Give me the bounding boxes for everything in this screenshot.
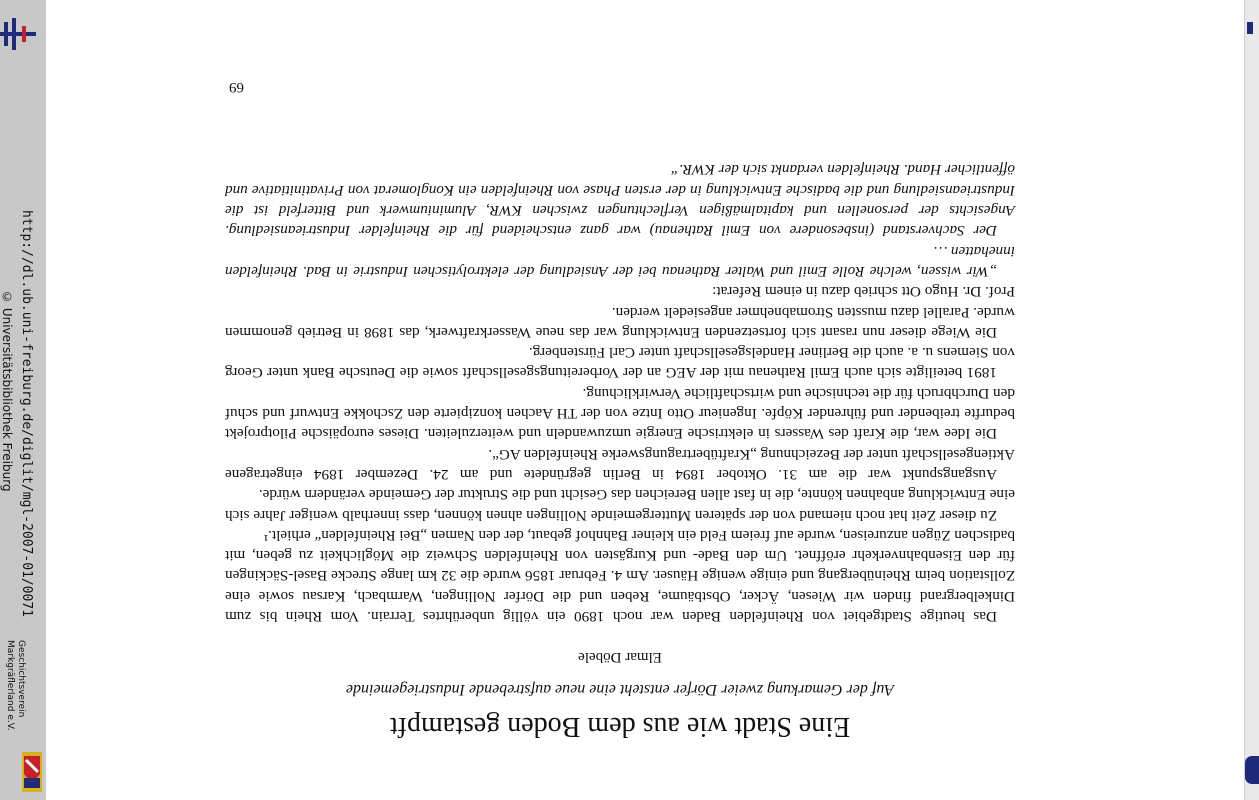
scroll-marker-top [1247,22,1253,34]
scanned-page [225,79,1015,742]
quote-paragraph: Der Sachverstand (insbesondere von Emil Rathenau) war ganz entscheidend für die Rheinfelder Industrieansiedlung. Angesichts der personellen und kapitalmäßigen Verflechtungen zwischen KWR, Aluminiumwerk und Bitterfeld ist die Industrieansiedlung und die badische Entwicklung in der ersten Phase von Rheinfelden ein Konglomerat von Privatinitiative und öffentlicher Hand. Rheinfelden verdankt sich der KWR.“ [225,161,1015,240]
university-library-logo-icon [0,14,36,54]
publisher-name [4,640,26,731]
paragraph: Prof. Dr. Hugo Ott schrieb dazu in einem Referat: [712,283,1015,301]
paragraph: Die Wiege dieser nun rasant sich fortsetzenden Entwicklung war das neue Wasserkraftwerk, das 1898 in Betrieb genommen wurde. Parallel dazu mussten Stromabnehmer angesiedelt werden. [225,303,1015,341]
paragraph: Die Idee war, die Kraft des Wassers in elektrische Energie umzuwandeln und weiterzuleiten. Dieses europäische Pilotprojekt bedurfte treibender und führender Köpfe. Ingenieur Otto Intze von der TH Aachen konzipierte den Zschokke Entwurf und schuf den Durchbruch für die technische und wirtschaftliche Verwirklichung. [225,384,1015,443]
crest-logo-icon [22,752,42,792]
quote-paragraph: „Wir wissen, welche Rolle Emil und Walter Rathenau bei der Ansiedlung der elektrolytischen Industrie in Bad. Rheinfelden innehatten … [225,242,1015,280]
page-number: 69 [229,79,244,95]
copyright-text: © Universitätsbibliothek Freiburg [0,290,14,492]
document-url-link[interactable]: http://dl.ub.uni-freiburg.de/diglit/mgl-2007-01/0071 [19,210,34,617]
left-sidebar [0,0,46,800]
article-body [225,159,1015,626]
article-subtitle: Auf der Gemarkung zweier Dörfer entsteht eine neue aufstrebende Industriegemeinde [345,681,895,698]
paragraph: Ausgangspunkt war die am 31. Oktober 1894 in Berlin gegründete und am 24. Dezember 1894 eingetragene Aktiengesellschaft unter der Bezeichnung „Kraftübertragungswerke Rheinfelden AG“. [225,445,1015,483]
paragraph: Zu dieser Zeit hat noch niemand von der späteren Muttergemeinde Nollingen ahnen können, dass innerhalb weniger Jahre sich eine Entwicklung anbahnen könnte, die in fast allen Bereichen das Gesicht und die Struktur der Gemeinde verändern würde. [225,486,1015,524]
publisher-line-1: Geschichtsverein [16,640,26,718]
right-scrollbar[interactable] [1244,0,1259,800]
publisher-line-2: Markgräflerland e.V. [5,640,15,731]
paragraph: Das heutige Stadtgebiet von Rheinfelden Baden war noch 1890 ein völlig unberührtes Terrain. Vom Rhein bis zum Dinkelbergrand finden wir Wiesen, Äcker, Obstbäume, Reben und die Dörfer Nollingen, Warmbach, Karsau sowie eine Zollstation beim Rheinübergang und einige wenige Häuser. Am 4. Februar 1856 wurde die 32 km lange Strecke Basel-Säckingen für den Eisenbahnverkehr eröffnet. Um den Bade- und Kurgästen von Rheinfelden Schweiz die Möglichkeit zu geben, mit badischen Zügen anzureisen, wurde auf freiem Feld ein kleiner Bahnhof gebaut, der den Namen „Bei Rheinfelden“ erhielt.¹ [225,526,1015,625]
article-title: Eine Stadt wie aus dem Boden gestampft [389,711,851,742]
article-author: Elmar Döbele [578,649,662,665]
scroll-thumb[interactable] [1245,756,1259,784]
paragraph: 1891 beteiligte sich auch Emil Rathenau mit der AEG an der Vorbereitungsgesellschaft sowie die Deutsche Bank unter Georg von Siemens u. a. auch die Berliner Handelsgesellschaft unter Carl Fürstenberg. [225,344,1015,382]
